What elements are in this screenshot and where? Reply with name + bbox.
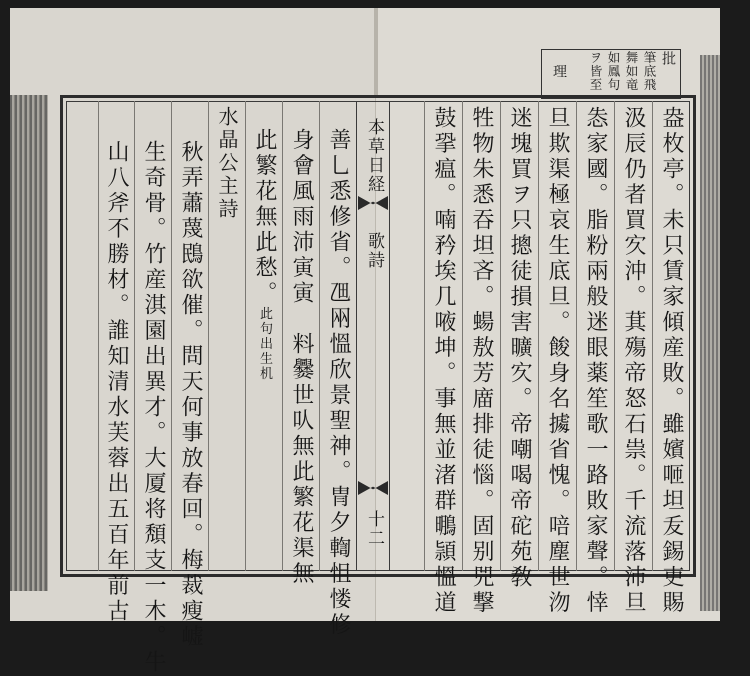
- text-column: 怣家國。脂粉兩般迷眼薬笙歌一路敗家聲。悻: [583, 106, 608, 616]
- column-rule: [208, 101, 209, 571]
- text-column: 善乚悉修省。乪㒳慍欣景聖神。冑夕輷怚㥪修: [326, 128, 351, 638]
- column-rule: [134, 101, 135, 571]
- annotation-line: ヲ皆至: [588, 51, 603, 92]
- text-column: 旦欺渠極哀生底旦。餕身名㩀省愧。㖣塵世沕: [545, 106, 570, 616]
- annotation-line: 批: [660, 51, 676, 66]
- column-main-text: 此繁花無此愁。: [252, 128, 277, 307]
- gutter: [374, 8, 378, 98]
- column-rule: [462, 101, 463, 571]
- section-label: 歌詩: [364, 232, 384, 270]
- text-column: 牲物朱悉吞坦吝。蝪敖芳庿排徒惱。固别兕撃: [469, 106, 494, 616]
- poem-title: 水晶公主詩: [215, 106, 239, 221]
- column-rule: [319, 101, 320, 571]
- column-rule: [538, 101, 539, 571]
- column-rule: [500, 101, 501, 571]
- page-number: 十二: [364, 510, 384, 548]
- column-rule: [424, 101, 425, 571]
- annotation-line: 筆底飛: [642, 51, 657, 92]
- right-page-edge: [700, 55, 720, 611]
- column-rule: [614, 101, 615, 571]
- left-page-edge: [10, 95, 48, 591]
- annotation-line: 理: [551, 64, 567, 79]
- column-interlinear-note: 此句出生机: [257, 306, 272, 382]
- column-rule: [98, 101, 99, 571]
- column-rule: [652, 101, 653, 571]
- column-rule: [171, 101, 172, 571]
- text-column: 迷塊買ヲ只摠徒損害曠㝌。帝嘲喝帝砣苑敎: [507, 106, 532, 591]
- text-column: 鼓㧬瘟。喃矜埃几㖡坤。事無並渚群䳟頴慍道: [431, 106, 456, 616]
- text-column: [248, 128, 281, 382]
- column-rule: [282, 101, 283, 571]
- column-rule: [245, 101, 246, 571]
- text-column: 盎枚亭。未只賃家傾産敗。雖嬪咂坦叐錫吏賜: [659, 106, 684, 616]
- column-rule: [576, 101, 577, 571]
- text-column: 身會風雨沛寅寅 料爨世㕥無此繁花渠無: [289, 128, 314, 587]
- text-column: 秋弄蕭蔑鴖欲催。問天何事放春回。梅裁瘦㠊: [178, 140, 203, 650]
- text-column: 生奇骨。竹産淇園出異才。大厦将頽支一木。牛: [141, 140, 166, 676]
- annotation-line: 舞如竜: [624, 51, 639, 92]
- book-title: 本草日経: [364, 118, 384, 194]
- text-column: 汲辰仍者買㝌沖。萁殤帝怒石祟。千流落沛旦: [621, 106, 646, 616]
- annotation-line: 如鳳句: [606, 51, 621, 92]
- text-column: 山八斧不勝材。誰知清水芙蓉出五百年前古: [104, 140, 129, 625]
